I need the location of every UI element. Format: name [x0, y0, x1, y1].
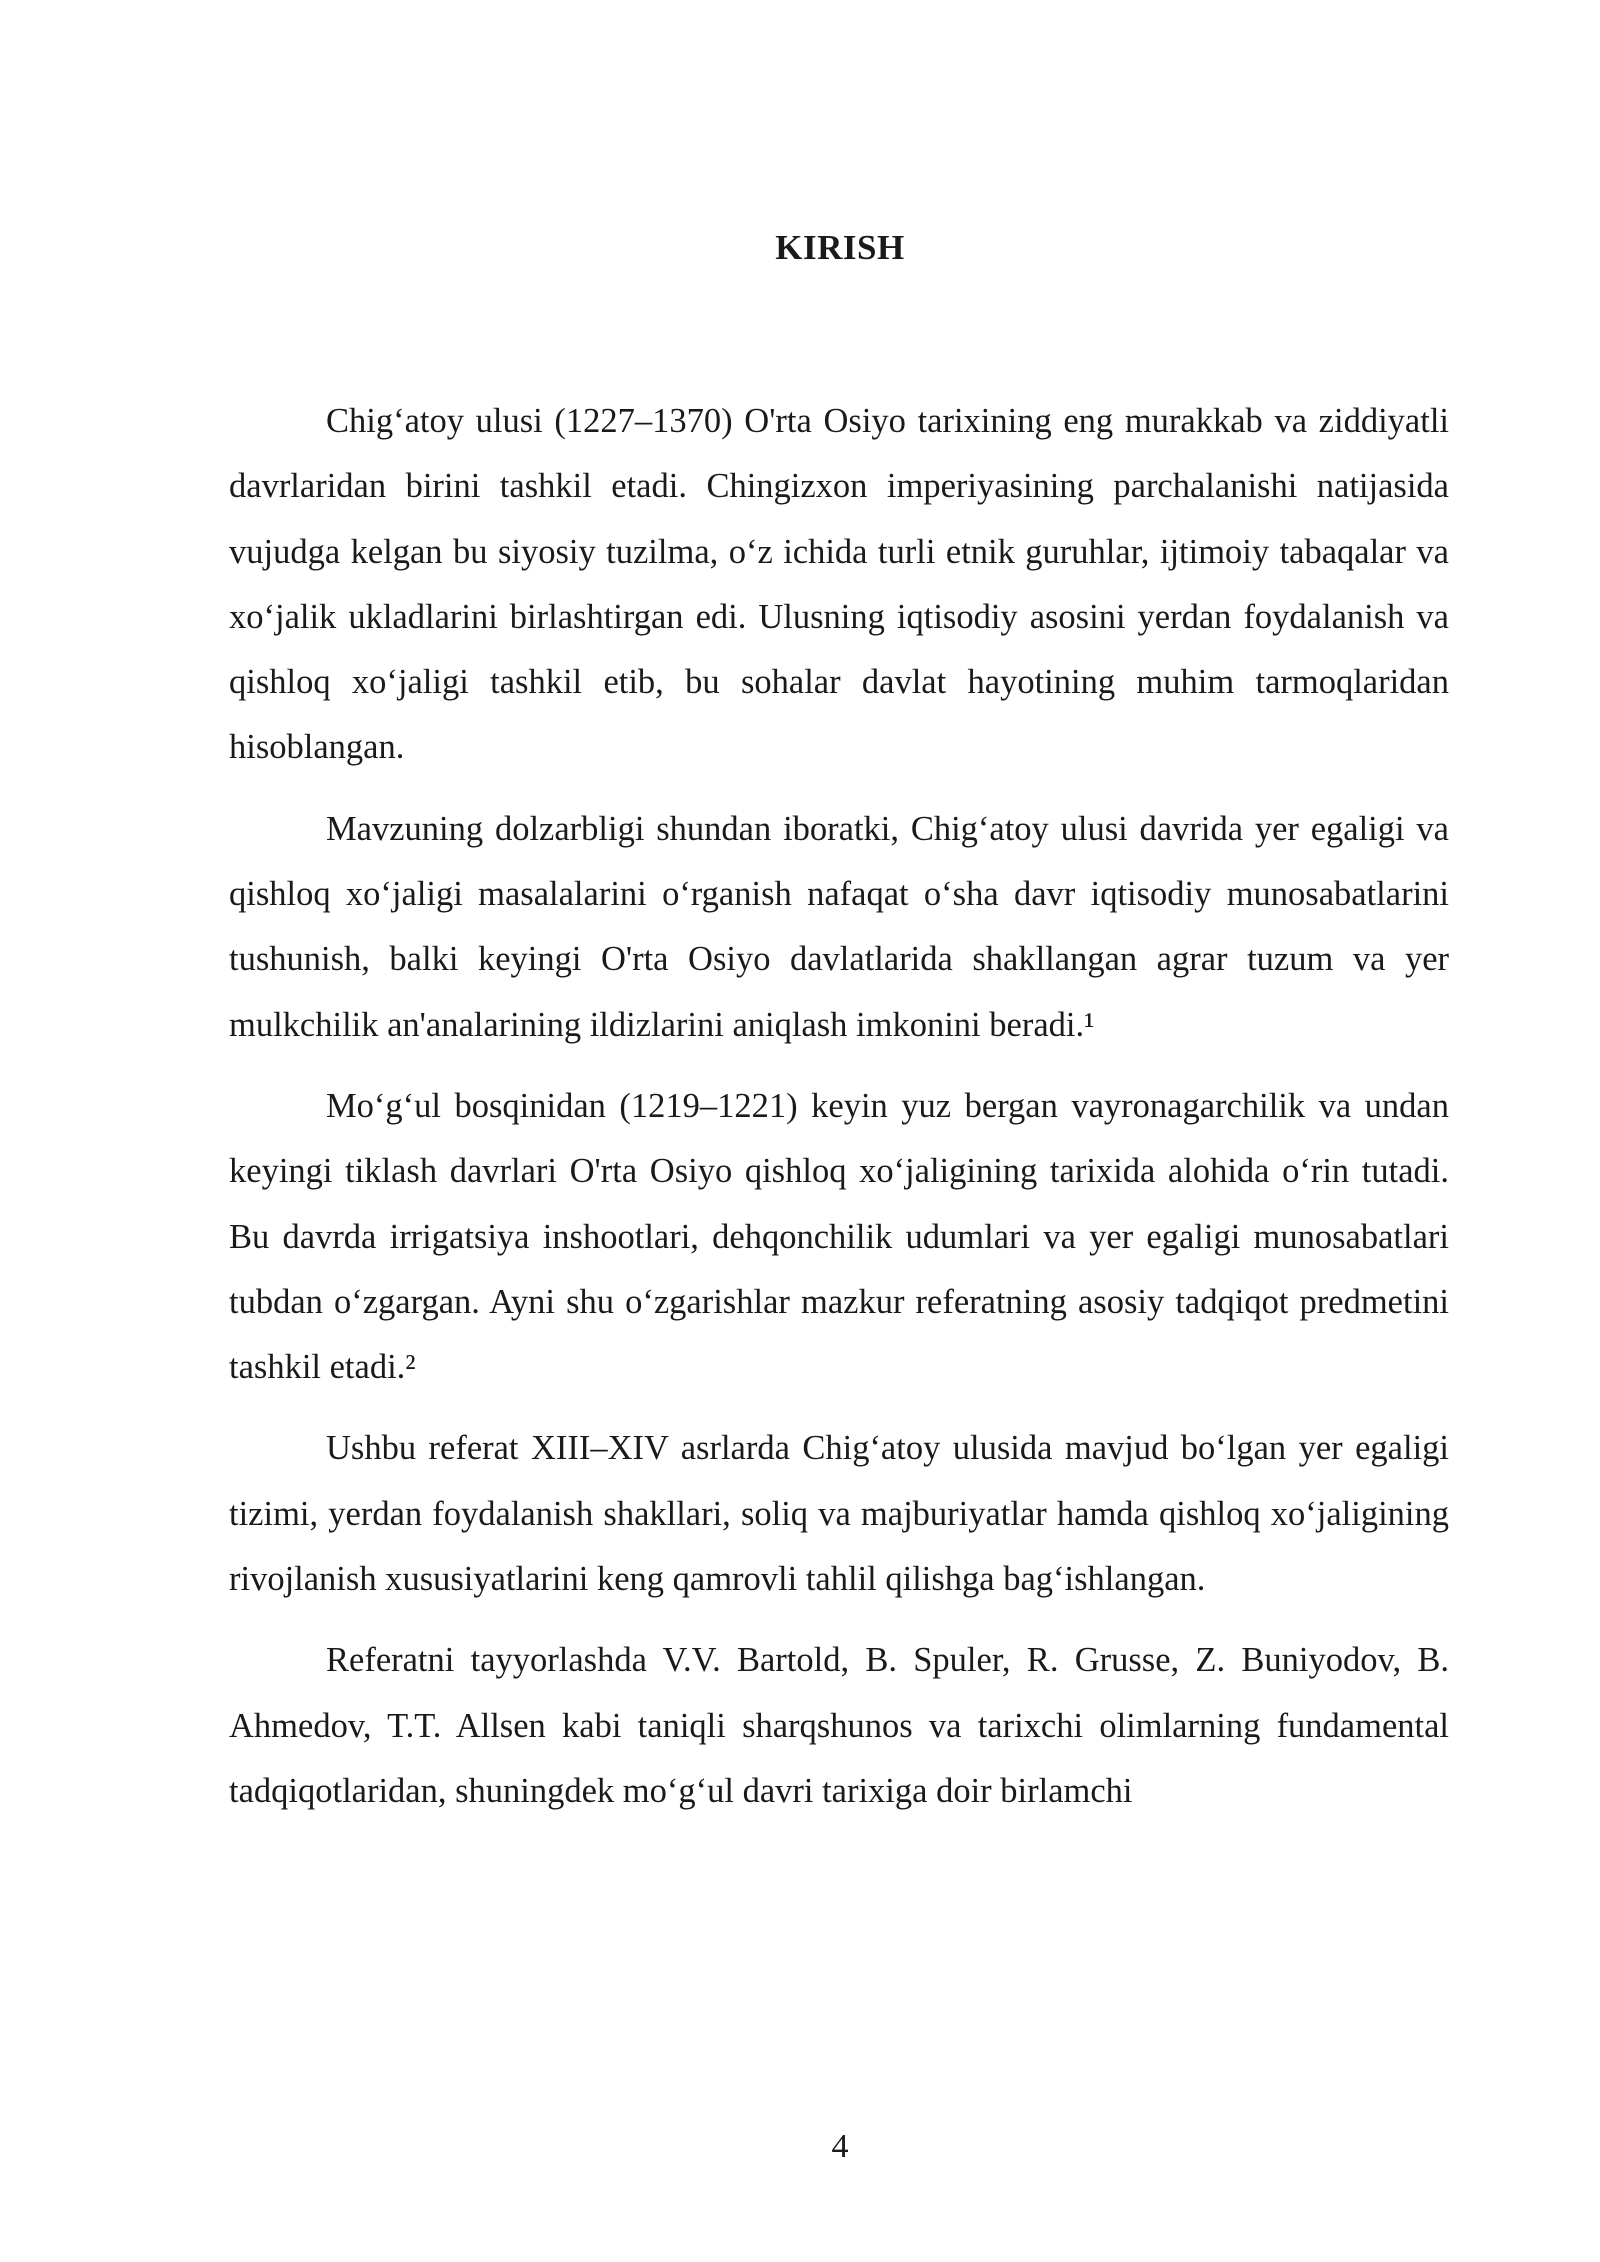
paragraph-3: Mo‘g‘ul bosqinidan (1219–1221) keyin yuz bergan vayronagarchilik va undan keyingi tiklash davrlari O'rta Osiyo qishloq xo‘jaligining tarixida alohida o‘rin tutadi. Bu davrda irrigatsiya inshootlari, dehqonchilik udumlari va yer egaligi munosabatlari tubdan o‘zgargan. Ayni shu o‘zgarishlar mazkur referatning asosiy tadqiqot predmetini tashkil etadi.² — [229, 1086, 1449, 1387]
paragraph-2: Mavzuning dolzarbligi shundan iboratki, Chig‘atoy ulusi davrida yer egaligi va qishloq xo‘jaligi masalalarini o‘rganish nafaqat o‘sha davr iqtisodiy munosabatlarini tushunish, balki keyingi O'rta Osiyo davlatlarida shakllangan agrar tuzum va yer mulkchilik an'analarining ildizlarini aniqlash imkonini beradi.¹ — [229, 809, 1449, 1044]
paragraph-5: Referatni tayyorlashda V.V. Bartold, B. Spuler, R. Grusse, Z. Buniyodov, B. Ahmedov, T.T. Allsen kabi taniqli sharqshunos va tarixchi olimlarning fundamental tadqiqotlaridan, shuningdek mo‘g‘ul davri tarixiga doir birlamchi — [229, 1641, 1449, 1810]
paragraph-4: Ushbu referat XIII–XIV asrlarda Chig‘atoy ulusida mavjud bo‘lgan yer egaligi tizimi, yerdan foydalanish shakllari, soliq va majburiyatlar hamda qishloq xo‘jaligining rivojlanish xususiyatlarini keng qamrovli tahlil qilishga bag‘ishlangan. — [229, 1429, 1449, 1599]
page-number: 4 — [831, 2128, 849, 2165]
body-text — [229, 389, 1449, 1840]
paragraph-1: Chig‘atoy ulusi (1227–1370) O'rta Osiyo tarixining eng murakkab va ziddiyatli davrlaridan birini tashkil etadi. Chingizxon imperiyasining parchalanishi natijasida vujudga kelgan bu siyosiy tuzilma, o‘z ichida turli etnik guruhlar, ijtimoiy tabaqalar va xo‘jalik ukladlarini birlashtirgan edi. Ulusning iqtisodiy asosini yerdan foydalanish va qishloq xo‘jaligi tashkil etib, bu sohalar davlat hayotining muhim tarmoqlaridan hisoblangan. — [229, 402, 1449, 767]
section-heading: KIRISH — [775, 228, 905, 267]
